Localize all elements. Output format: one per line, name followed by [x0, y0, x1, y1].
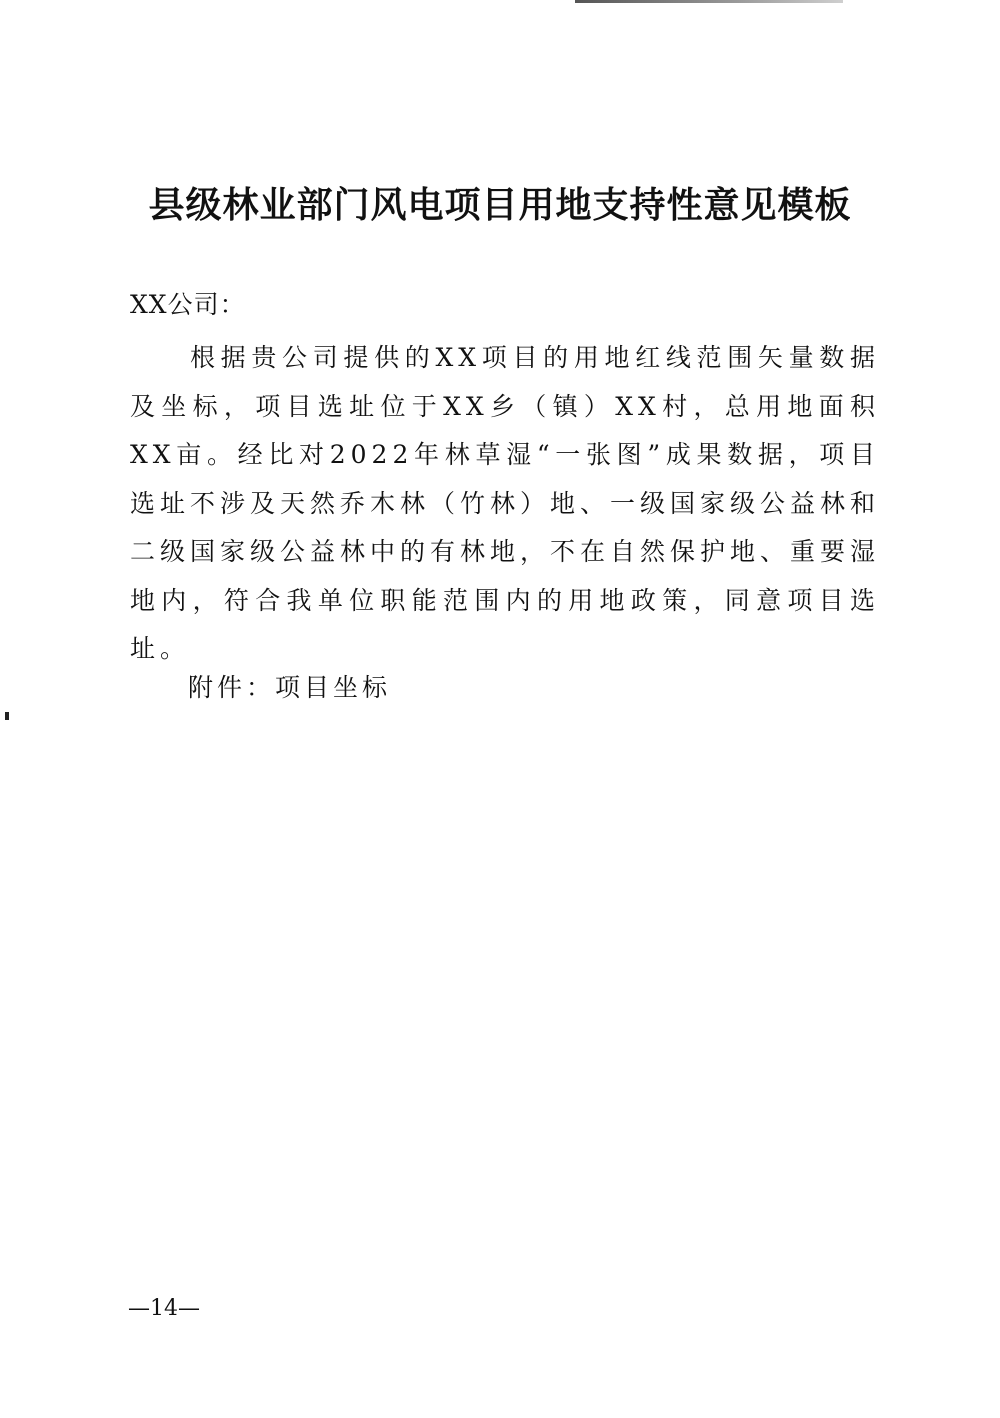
- scan-top-rule: [575, 0, 843, 3]
- page-number: —14—: [128, 1296, 200, 1321]
- document-title: 县级林业部门风电项目用地支持性意见模板: [148, 185, 852, 226]
- attachment-note: 附件：项目坐标: [188, 673, 392, 702]
- body-paragraph: 根据贵公司提供的XX项目的用地红线范围矢量数据及坐标，项目选址位于XX乡（镇）XX村，总用地面积XX亩。经比对2022年林草湿“一张图”成果数据，项目选址不涉及天然乔木林（竹林）地、一级国家级公益林和二级国家级公益林中的有林地，不在自然保护地、重要湿地内，符合我单位职能范围内的用地政策，同意项目选址。: [130, 343, 881, 663]
- salutation: XX公司：: [130, 290, 246, 319]
- scan-margin-mark: [5, 712, 9, 720]
